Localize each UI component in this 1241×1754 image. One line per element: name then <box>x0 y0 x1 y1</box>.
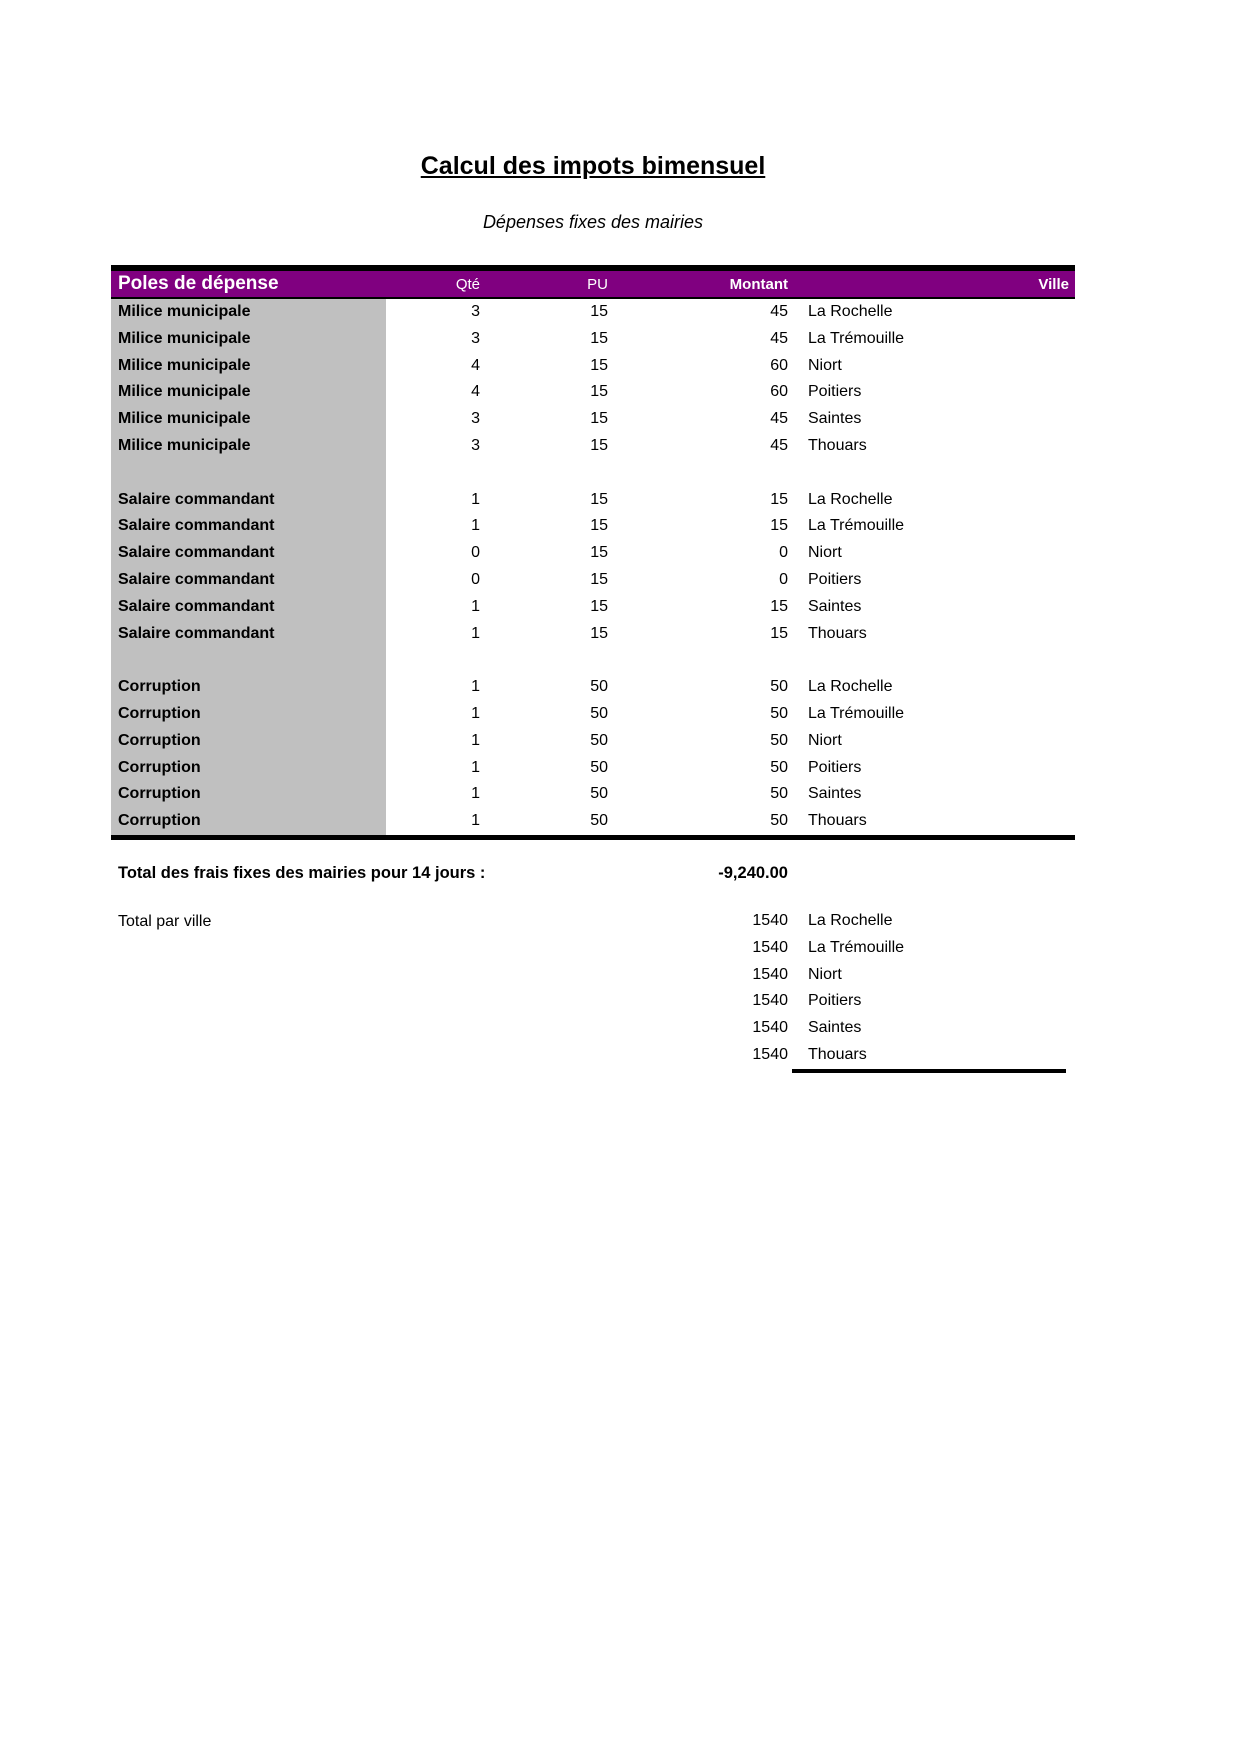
per-city-row <box>624 908 1075 935</box>
per-city-row <box>624 1042 1075 1069</box>
cell-qty: 1 <box>471 517 480 535</box>
table-header-row <box>111 265 1075 299</box>
cell-pu: 15 <box>590 356 608 374</box>
cell-pu: 50 <box>590 678 608 696</box>
cell-montant: 50 <box>770 731 788 749</box>
cell-qty: 1 <box>471 490 480 508</box>
cell-qty <box>386 647 496 674</box>
cell-ville: La Rochelle <box>808 490 893 508</box>
table-row <box>111 460 1075 487</box>
total-per-city-label: Total par ville <box>118 913 212 930</box>
cell-ville <box>800 460 1075 487</box>
cell-pu: 15 <box>590 490 608 508</box>
cell-montant: 15 <box>770 597 788 615</box>
cell-ville: Saintes <box>808 410 862 428</box>
bottom-rule <box>792 1069 1066 1073</box>
page-subtitle: Dépenses fixes des mairies <box>482 212 704 232</box>
table-row <box>111 433 1075 460</box>
cell-montant: 45 <box>770 303 788 320</box>
cell-qty: 4 <box>471 356 480 374</box>
cell-pole: Salaire commandant <box>111 621 386 648</box>
cell-ville: Thouars <box>808 624 867 642</box>
cell-ville: Poitiers <box>808 570 862 588</box>
cell-montant: 60 <box>770 356 788 374</box>
table-row <box>111 540 1075 567</box>
cell-montant: 45 <box>770 329 788 347</box>
per-city-row <box>624 962 1075 989</box>
cell-pu <box>496 460 624 487</box>
cell-ville: La Trémouille <box>808 704 905 722</box>
cell-ville: La Trémouille <box>808 329 905 347</box>
cell-pu: 50 <box>590 704 608 722</box>
cell-ville: La Trémouille <box>808 517 905 535</box>
table-row <box>111 513 1075 540</box>
cell-ville: Saintes <box>808 785 862 803</box>
table-row <box>111 406 1075 433</box>
cell-pole: Milice municipale <box>111 353 386 380</box>
table-row <box>111 755 1075 782</box>
per-city-row <box>624 988 1075 1015</box>
cell-pu: 15 <box>590 329 608 347</box>
cell-montant: 50 <box>770 785 788 803</box>
cell-pole <box>111 460 386 487</box>
cell-montant: 0 <box>779 544 788 562</box>
table-row <box>111 701 1075 728</box>
cell-pu: 15 <box>590 383 608 401</box>
cell-pu: 50 <box>590 731 608 749</box>
table-row <box>111 379 1075 406</box>
cell-ville: Niort <box>808 544 842 562</box>
table-row <box>111 299 1075 326</box>
cell-pole: Salaire commandant <box>111 487 386 514</box>
cell-qty: 3 <box>471 329 480 347</box>
cell-qty: 1 <box>471 678 480 696</box>
cell-qty <box>386 460 496 487</box>
cell-qty: 0 <box>471 570 480 588</box>
cell-pu: 15 <box>590 410 608 428</box>
per-city-rows <box>624 908 1075 1069</box>
cell-qty: 3 <box>471 303 480 320</box>
table-row <box>111 567 1075 594</box>
cell-montant <box>624 647 800 674</box>
cell-qty: 1 <box>471 758 480 776</box>
cell-qty: 4 <box>471 383 480 401</box>
table-row <box>111 728 1075 755</box>
header-ville: Ville <box>1038 275 1069 293</box>
cell-ville: Thouars <box>808 812 867 830</box>
cell-pu: 15 <box>590 624 608 642</box>
cell-pole: Milice municipale <box>111 433 386 460</box>
cell-pu: 50 <box>590 812 608 830</box>
cell-pu: 15 <box>590 436 608 454</box>
per-city-ville: La Trémouille <box>808 938 905 956</box>
cell-pole: Corruption <box>111 755 386 782</box>
cell-pole: Milice municipale <box>111 406 386 433</box>
cell-pole: Salaire commandant <box>111 540 386 567</box>
cell-pole: Salaire commandant <box>111 567 386 594</box>
table-row <box>111 808 1075 835</box>
per-city-montant: 1540 <box>752 965 788 983</box>
cell-qty: 1 <box>471 812 480 830</box>
cell-montant: 50 <box>770 812 788 830</box>
cell-ville: La Rochelle <box>808 303 893 320</box>
cell-pole: Salaire commandant <box>111 594 386 621</box>
per-city-row <box>624 1015 1075 1042</box>
table-row <box>111 621 1075 648</box>
cell-pu: 50 <box>590 785 608 803</box>
cell-montant: 50 <box>770 678 788 696</box>
cell-pu: 15 <box>590 517 608 535</box>
per-city-ville: Saintes <box>808 1019 862 1037</box>
table-row <box>111 487 1075 514</box>
cell-qty: 1 <box>471 785 480 803</box>
header-poles-de-depense: Poles de dépense <box>118 273 279 294</box>
cell-pu: 15 <box>590 303 608 320</box>
cell-pu: 50 <box>590 758 608 776</box>
table-row <box>111 647 1075 674</box>
cell-montant: 45 <box>770 436 788 454</box>
table-row <box>111 353 1075 380</box>
per-city-ville: La Rochelle <box>808 912 893 929</box>
per-city-ville: Niort <box>808 965 842 983</box>
cell-qty: 3 <box>471 436 480 454</box>
cell-pole: Milice municipale <box>111 299 386 326</box>
cell-pu: 15 <box>590 544 608 562</box>
cell-pole: Milice municipale <box>111 326 386 353</box>
cell-montant: 45 <box>770 410 788 428</box>
cell-qty: 3 <box>471 410 480 428</box>
cell-pu <box>496 647 624 674</box>
cell-montant: 15 <box>770 490 788 508</box>
cell-ville: Niort <box>808 356 842 374</box>
cell-montant: 15 <box>770 517 788 535</box>
per-city-montant: 1540 <box>752 1019 788 1037</box>
cell-ville: Poitiers <box>808 758 862 776</box>
cell-ville: Poitiers <box>808 383 862 401</box>
cell-ville: Thouars <box>808 436 867 454</box>
table-row <box>111 674 1075 701</box>
cell-pole: Salaire commandant <box>111 513 386 540</box>
cell-ville: La Rochelle <box>808 678 893 696</box>
total-fixed-label: Total des frais fixes des mairies pour 14 jours : <box>118 864 486 882</box>
cell-pole: Corruption <box>111 808 386 835</box>
cell-qty: 1 <box>471 731 480 749</box>
cell-qty: 1 <box>471 597 480 615</box>
total-fixed-line <box>111 860 800 887</box>
cell-pole: Milice municipale <box>111 379 386 406</box>
cell-ville: Niort <box>808 731 842 749</box>
cell-ville: Saintes <box>808 597 862 615</box>
cell-montant: 50 <box>770 758 788 776</box>
table-row <box>111 781 1075 808</box>
cell-pole: Corruption <box>111 728 386 755</box>
cell-pu: 15 <box>590 597 608 615</box>
table-rows <box>111 299 1075 840</box>
total-fixed-value: -9,240.00 <box>718 864 788 882</box>
cell-qty: 1 <box>471 624 480 642</box>
per-city-row <box>624 935 1075 962</box>
cell-pole: Corruption <box>111 781 386 808</box>
cell-montant <box>624 460 800 487</box>
page-title: Calcul des impots bimensuel <box>420 152 766 180</box>
cell-qty: 1 <box>471 704 480 722</box>
per-city-ville: Thouars <box>808 1045 867 1063</box>
table-row <box>111 594 1075 621</box>
cell-montant: 50 <box>770 704 788 722</box>
cell-montant: 60 <box>770 383 788 401</box>
per-city-montant: 1540 <box>752 938 788 956</box>
cell-pole: Corruption <box>111 674 386 701</box>
cell-qty: 0 <box>471 544 480 562</box>
table-row <box>111 326 1075 353</box>
cell-pole <box>111 647 386 674</box>
per-city-montant: 1540 <box>752 1045 788 1063</box>
header-qte: Qté <box>455 275 480 293</box>
per-city-montant: 1540 <box>752 992 788 1010</box>
per-city-ville: Poitiers <box>808 992 862 1010</box>
cell-pole: Corruption <box>111 701 386 728</box>
header-pu: PU <box>587 275 608 293</box>
cell-montant: 15 <box>770 624 788 642</box>
per-city-montant: 1540 <box>752 912 788 929</box>
header-montant: Montant <box>729 275 788 293</box>
cell-pu: 15 <box>590 570 608 588</box>
cell-ville <box>800 647 1075 674</box>
cell-montant: 0 <box>779 570 788 588</box>
